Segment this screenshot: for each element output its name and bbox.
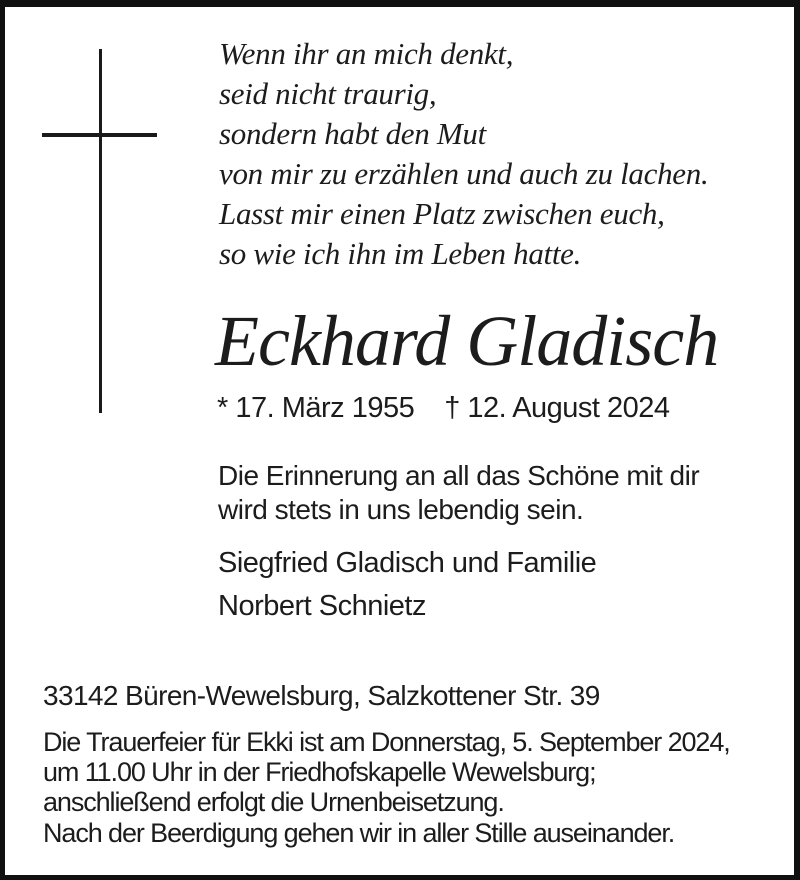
poem-line: Lasst mir einen Platz zwischen euch,	[219, 196, 665, 231]
funeral-details	[43, 727, 730, 817]
poem-line: sondern habt den Mut	[219, 116, 486, 151]
life-dates	[217, 394, 670, 423]
funeral-line: anschließend erfolgt die Urnenbeisetzung.	[43, 787, 504, 817]
poem-line: Wenn ihr an mich denkt,	[219, 36, 514, 71]
funeral-line: Die Trauerfeier für Ekki ist am Donnerstag, 5. September 2024,	[43, 727, 730, 757]
memorial-poem	[219, 34, 708, 274]
mourners-list	[218, 542, 596, 628]
poem-line: seid nicht traurig,	[219, 76, 437, 111]
tribute-text	[218, 459, 699, 527]
tribute-line: Die Erinnerung an all das Schöne mit dir	[218, 460, 700, 491]
address-line: 33142 Büren-Wewelsburg, Salzkottener Str. 39	[43, 680, 600, 711]
death-date: † 12. August 2024	[444, 392, 670, 424]
deceased-name: Eckhard Gladisch	[215, 301, 719, 381]
mourner-name: Norbert Schnietz	[218, 590, 426, 622]
birth-date: * 17. März 1955	[217, 392, 415, 424]
funeral-line: um 11.00 Uhr in der Friedhofskapelle Wewelsburg;	[43, 757, 596, 787]
mourner-name: Siegfried Gladisch und Familie	[218, 547, 597, 579]
cross-vertical-bar	[99, 49, 102, 413]
poem-line: so wie ich ihn im Leben hatte.	[219, 236, 582, 271]
closing-line: Nach der Beerdigung gehen wir in aller Stille auseinander.	[43, 818, 675, 848]
tribute-line: wird stets in uns lebendig sein.	[218, 494, 584, 525]
cross-horizontal-bar	[42, 133, 157, 137]
poem-line: von mir zu erzählen und auch zu lachen.	[219, 156, 709, 191]
